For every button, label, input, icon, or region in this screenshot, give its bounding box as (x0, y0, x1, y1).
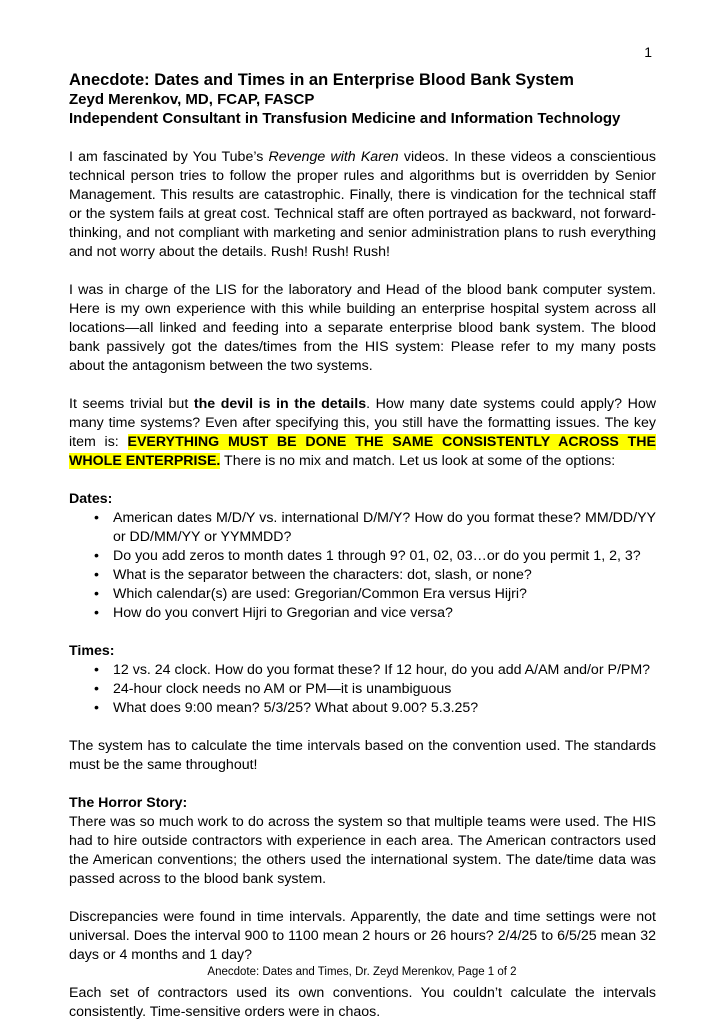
list-item-text: What does 9:00 mean? 5/3/25? What about 9.00? 5.3.25? (113, 700, 479, 716)
list-item (94, 699, 656, 718)
intro-text-start: I am fascinated by You Tube’s (69, 149, 269, 165)
list-item (94, 566, 656, 585)
bullet-icon: • (94, 510, 99, 526)
affiliation-line: Independent Consultant in Transfusion Medicine and Information Technology (69, 110, 621, 127)
list-item-text: What is the separator between the characters: dot, slash, or none? (113, 567, 532, 583)
list-item (94, 585, 656, 604)
times-list (69, 661, 656, 718)
page-number: 1 (644, 44, 652, 60)
intro-paragraph (69, 148, 656, 262)
intervals-paragraph: The system has to calculate the time intervals based on the convention used. The standards must be the same throughout! (69, 738, 656, 773)
list-item-text: American dates M/D/Y vs. international D/M/Y? How do you format these? MM/DD/YY or DD/MM/YY or YYMMDD? (113, 510, 656, 545)
document-title: Anecdote: Dates and Times in an Enterprise Blood Bank System (69, 71, 574, 89)
intro-text-end: videos. In these videos a conscientious technical person tries to follow the proper rules and algorithms but is overridden by Senior Management. This results are catastrophic. Finally, there is vindication for the technical staff or the system fails at great cost. Technical staff are often portrayed as backward, not forward-thinking, and not compliant with marketing and senior administration plans to rush everything and not worry about the details. Rush! Rush! Rush! (69, 149, 657, 260)
bullet-icon: • (94, 548, 99, 564)
dates-heading: Dates: (69, 491, 113, 507)
bullet-icon: • (94, 681, 99, 697)
devil-details-paragraph (69, 395, 656, 471)
dates-list (69, 509, 656, 623)
devil-text-middle: . How many date systems could apply? How many time systems? Even after specifying this, you still have the formatting issues. The key item is: (69, 396, 656, 450)
list-item (94, 547, 656, 566)
experience-paragraph: I was in charge of the LIS for the laboratory and Head of the blood bank computer system. Here is my own experience with this while building an enterprise hospital system across all locations—all linked and feeding into a separate enterprise blood bank system. The blood bank passively got the dates/times from the HIS system: Please refer to my many posts about the antagonism between the two systems. (69, 282, 656, 374)
bullet-icon: • (94, 586, 99, 602)
horror-story-paragraph-3: Each set of contractors used its own conventions. You couldn’t calculate the intervals consistently. Time-sensitive orders were in chaos. (69, 985, 656, 1020)
list-item-text: Do you add zeros to month dates 1 through 9? 01, 02, 03…or do you permit 1, 2, 3? (113, 548, 641, 564)
key-item-highlight: EVERYTHING MUST BE DONE THE SAME CONSISTENTLY ACROSS THE WHOLE ENTERPRISE. (69, 434, 656, 469)
times-heading: Times: (69, 643, 115, 659)
list-item (94, 680, 656, 699)
horror-story-paragraph-1: There was so much work to do across the system so that multiple teams were used. The HIS had to hire outside contractors with experience in each area. The American contractors used the American conventions; the others used the international system. The date/time data was passed across to the blood bank system. (69, 814, 656, 887)
list-item-text: 12 vs. 24 clock. How do you format these? If 12 hour, do you add A/AM and/or P/PM? (113, 662, 651, 678)
list-item-text: Which calendar(s) are used: Gregorian/Common Era versus Hijri? (113, 586, 527, 602)
horror-story-paragraph-2: Discrepancies were found in time intervals. Apparently, the date and time settings were not universal. Does the interval 900 to 1100 mean 2 hours or 26 hours? 2/4/25 to 6/5/25 mean 32 days or 4 months and 1 day? (69, 909, 656, 963)
list-item (94, 604, 656, 623)
bullet-icon: • (94, 605, 99, 621)
bullet-icon: • (94, 567, 99, 583)
video-series-title: Revenge with Karen (268, 149, 399, 165)
list-item (94, 661, 656, 680)
devil-text-start: It seems trivial but (69, 396, 194, 412)
list-item-text: How do you convert Hijri to Gregorian and vice versa? (113, 605, 453, 621)
devil-emphasis: the devil is in the details (193, 396, 367, 412)
document-body (69, 70, 656, 1022)
author-line: Zeyd Merenkov, MD, FCAP, FASCP (69, 91, 315, 108)
bullet-icon: • (94, 700, 99, 716)
horror-story-heading: The Horror Story: (69, 795, 188, 811)
devil-text-end: There is no mix and match. Let us look at some of the options: (220, 453, 616, 469)
list-item (94, 509, 656, 547)
bullet-icon: • (94, 662, 99, 678)
list-item-text: 24-hour clock needs no AM or PM—it is unambiguous (113, 681, 452, 697)
page-footer: Anecdote: Dates and Times, Dr. Zeyd Merenkov, Page 1 of 2 (207, 966, 517, 978)
